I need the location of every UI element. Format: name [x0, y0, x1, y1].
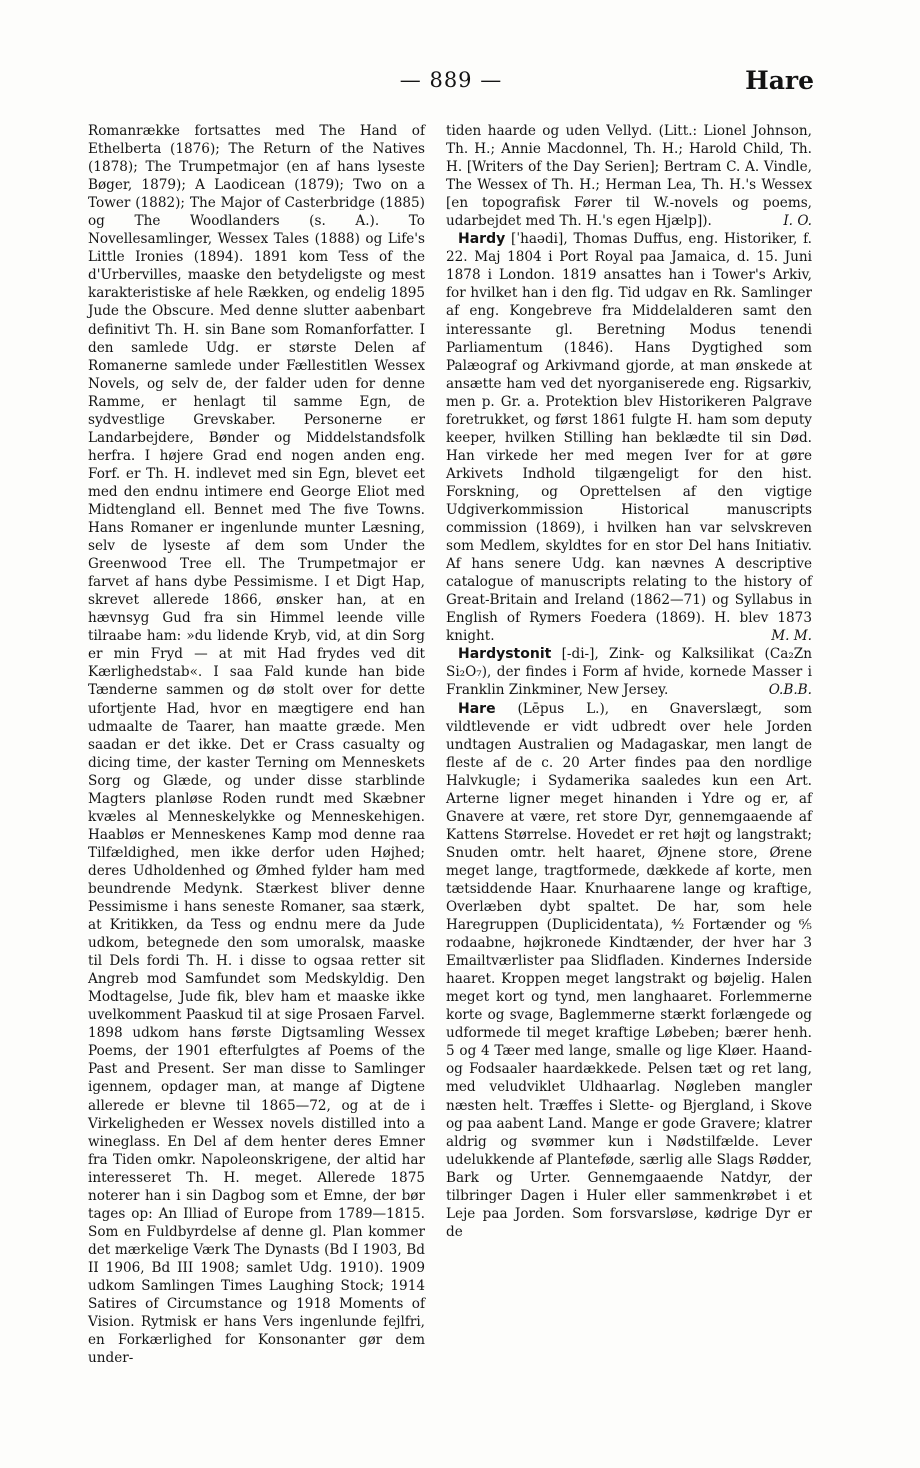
continuation-signature: I. O. — [783, 213, 812, 230]
continuation-paragraph — [446, 122, 812, 230]
entry-headword: Hare — [458, 700, 496, 717]
page-header — [88, 66, 814, 98]
entry-hardy — [446, 230, 812, 645]
running-head: Hare — [745, 66, 814, 95]
entry-text: (Lēpus L.), en Gnaverslægt, som vildtlevende er vidt udbredt over hele Jorden undtagen Australien og Madagaskar, men langt de fleste af de c. 20 Arter findes paa den nordlige Halvkugle; i Sydamerika saaledes kun een Art. Arterne ligner meget hinanden i Ydre og er, af Gnavere at være, ret store Dyr, gennemgaaende af Kattens Størrelse. Hovedet er ret højt og langstrakt; Snuden omtr. helt haaret, Øjnene store, Ørene meget lange, tragtformede, dækkede af korte, men tætsiddende Haar. Knurhaarene lange og kraftige, Overlæben dybt spaltet. De har, som hele Haregruppen (Duplicidentata), ⁴⁄₂ Fortænder og ⁶⁄₅ rodaabne, højkronede Kindtænder, der hver har 3 Emailtværlister paa Slidfladen. Kindernes Inderside haaret. Kroppen meget langstrakt og bøjelig. Halen meget kort og tynd, men langhaaret. Forlemmerne korte og svage, Baglemmerne stærkt forlængede og udformede til meget kraftige Løbeben; bærer henh. 5 og 4 Tæer med lange, smalle og lige Kløer. Haand- og Fodsaaler haardækkede. Pelsen tæt og ret lang, med veludviklet Uldhaarlag. Nøgleben mangler næsten helt. Træffes i Slette- og Bjergland, i Skove og paa aabent Land. Mange er gode Gravere; klatrer aldrig og svømmer kun i Nødstilfælde. Lever udelukkende af Planteføde, særlig alle Slags Rødder, Bark og Urter. Gennemgaaende Natdyr, der tilbringer Dagen i Huler eller sammenkrøbet i et Leje paa Jorden. Som forsvarsløse, kødrige Dyr er de — [446, 700, 812, 1240]
entry-headword: Hardy — [458, 231, 506, 248]
entry-hardystonit — [446, 645, 812, 699]
entry-hare — [446, 700, 812, 1241]
left-column — [88, 122, 425, 1367]
left-column-text: Romanrække fortsattes med The Hand of Ethelberta (1876); The Return of the Natives (1878); The Trumpetmajor (en af hans lyseste Bøger, 1879); A Laodicean (1879); Two on a Tower (1882); The Major of Casterbridge (1885) og The Woodlanders (s. A.). To Novellesamlinger, Wessex Tales (1888) og Life's Little Ironies (1894). 1891 kom Tess of the d'Urbervilles, maaske den betydeligste og mest karakteristiske af hele Rækken, og endelig 1895 Jude the Obscure. Med denne slutter aabenbart definitivt Th. H. sin Bane som Romanforfatter. I den samlede Udg. er største Delen af Romanerne samlede under Fællestitlen Wessex Novels, og selv de, der falder uden for denne Ramme, er henlagt til samme Egn, de sydvestlige Grevskaber. Personerne er Landarbejdere, Bønder og Middelstandsfolk herfra. I højere Grad end nogen anden eng. Forf. er Th. H. indlevet med sin Egn, blevet eet med den endnu intimere end George Eliot med Midtengland ell. Bennet med The five Towns. Hans Romaner er ingenlunde munter Læsning, selv de lyseste af dem som Under the Greenwood Tree ell. The Trumpetmajor er farvet af hans dybe Pessimisme. I et Digt Hap, skrevet allerede 1866, ønsker han, at en hævnsyg Gud fra sin Himmel leende ville tilraabe ham: »du lidende Kryb, vid, at din Sorg er min Fryd — at mit Had frydes ved dit Kærlighedstab«. I saa Fald kunde han bide Tænderne sammen og dø stolt over for dette ufortjente Had, hvor en mægtigere end han udmaalte de Taarer, han maatte græde. Men saadan er det ikke. Det er Crass casualty og dicing time, der kaster Terning om Menneskets Sorg og Glæde, og under disse starblinde Magters planløse Roden rundt med Skæbner kvæles al Menneskelykke og Menneskehigen. Haabløs er Menneskenes Kamp mod denne raa Tilfældighed, men ikke derfor uden Højhed; deres Udholdenhed og Ømhed fylder ham med beundrende Medynk. Stærkest bliver denne Pessimisme i hans seneste Romaner, saa stærk, at Kritikken, da Tess og endnu mere da Jude udkom, betegnede den som umoralsk, maaske til Dels fordi Th. H. i disse to ogsaa retter sit Angreb mod Samfundet som Medskyldig. Den Modtagelse, Jude fik, blev ham et maaske ikke uvelkomment Paaskud til at sige Prosaen Farvel. 1898 udkom hans første Digtsamling Wessex Poems, der 1901 efterfulgtes af Poems of the Past and Present. Ser man disse to Samlinger igennem, opdager man, at mange af Digtene allerede er blevne til 1865—72, og at de i Virkeligheden er Wessex novels distilled into a wineglass. En Del af dem henter deres Emner fra Tiden omkr. Napoleonskrigene, der altid har interesseret Th. H. meget. Allerede 1875 noterer han i sin Dagbog som et Emne, der bør tages op: An Illiad of Europe from 1789—1815. Som en Fuldbyrdelse af denne gl. Plan kommer det mærkelige Værk The Dynasts (Bd I 1903, Bd II 1906, Bd III 1908; samlet Udg. 1910). 1909 udkom Samlingen Times Laughing Stock; 1914 Satires of Circumstance og 1918 Moments of Vision. Rytmisk er hans Vers ingenlunde fejlfri, en Forkærlighed for Konsonanter gør dem under- — [88, 123, 425, 1367]
entry-signature: M. M. — [771, 628, 812, 645]
entry-text: [-di-], Zink- og Kalksilikat (Ca₂Zn Si₂O₇), der findes i Form af hvide, kornede Masser i Franklin Zinkminer, New Jersey. — [446, 646, 812, 699]
entry-headword: Hardystonit — [458, 646, 552, 663]
right-column — [446, 122, 812, 1241]
page-number: — 889 — — [399, 68, 503, 92]
entry-signature: O.B.B. — [768, 682, 812, 699]
entry-text: [ˈhaədi], Thomas Duffus, eng. Historiker, f. 22. Maj 1804 i Port Royal paa Jamaica, d. 15. Juni 1878 i London. 1819 ansattes han i Tower's Arkiv, for hvilket han i den flg. Tid udgav en Rk. Samlinger af eng. Kongebreve fra Middelalderen samt den interessante gl. Beretning Modus tenendi Parliamentum (1846). Hans Dygtighed som Palæograf og Arkivmand gjorde, at man ønskede at ansætte ham ved det nyorganiserede eng. Rigsarkiv, men p. Gr. a. Protektion blev Historikeren Palgrave foretrukket, og først 1861 fulgte H. ham som deputy keeper, hvilken Stilling han beklædte til sin Død. Han virkede her med megen Iver for at gøre Arkivets Indhold tilgængeligt for den hist. Forskning, og Oprettelsen af den vigtige Udgiverkommission Historical manuscripts commission (1869), i hvilken han var selvskreven som Medlem, skyldtes for en stor Del hans Initiativ. Af hans senere Udg. kan nævnes A descriptive catalogue of manuscripts relating to the history of Great-Britain and Ireland (1862—71) og Syllabus in English of Rymers Foedera (1869). H. blev 1873 knight. — [446, 231, 812, 645]
continuation-text: tiden haarde og uden Vellyd. (Litt.: Lionel Johnson, Th. H.; Annie Macdonnel, Th. H.; Harold Child, Th. H. [Writers of the Day Serien]; Bertram C. A. Vindle, The Wessex of Th. H.; Herman Lea, Th. H.'s Wessex [en topografisk Fører til W.-novels og poems, udarbejdet med Th. H.'s egen Hjælp]). — [446, 123, 812, 230]
